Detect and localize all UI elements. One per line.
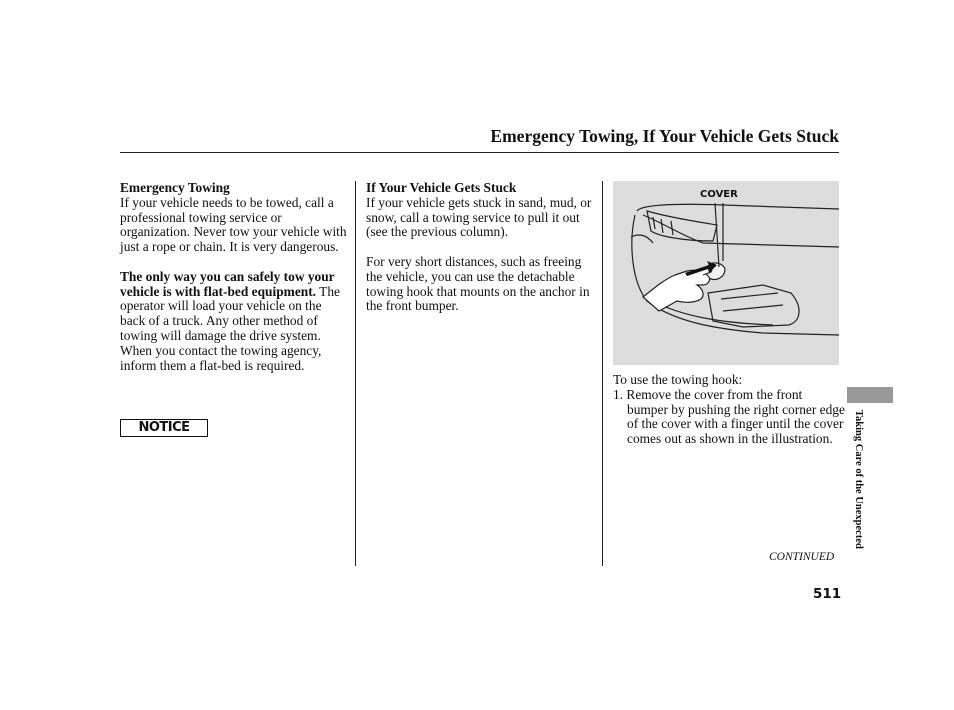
section-emergency-towing — [120, 181, 348, 255]
title-divider — [120, 152, 839, 153]
flat-bed-details: The operator will load your vehicle on the back of a truck. Any other method of towing will damage the drive system. When you contact the towing agency, inform them a flat-bed is required. — [120, 283, 340, 373]
column-towing-hook-steps — [613, 373, 845, 447]
towing-hook-intro: To use the towing hook: — [613, 372, 743, 387]
heading-vehicle-stuck: If Your Vehicle Gets Stuck — [366, 180, 517, 195]
bumper-cover-illustration — [613, 181, 839, 365]
paragraph-stuck-advice: If your vehicle gets stuck in sand, mud, or snow, call a towing service to pull it out (see the previous column). — [366, 194, 592, 240]
page-title: Emergency Towing, If Your Vehicle Gets Stuck — [490, 126, 839, 146]
page-number: 511 — [813, 586, 842, 602]
column-vehicle-stuck — [366, 181, 594, 329]
column-divider-1 — [355, 181, 356, 566]
notice-label: NOTICE — [120, 419, 208, 437]
column-emergency-towing — [120, 181, 348, 388]
section-tab-marker — [847, 387, 893, 403]
paragraph-flat-bed — [120, 270, 348, 374]
paragraph-tow-advice: If your vehicle needs to be towed, call a professional towing service or organization. Never tow your vehicle with just a rope or chain. It is very dangerous. — [120, 194, 347, 255]
flat-bed-warning: The only way you can safely tow your vehicle is with flat-bed equipment. — [120, 268, 335, 299]
section-tab-label: Taking Care of the Unexpected — [853, 410, 864, 549]
heading-emergency-towing: Emergency Towing — [120, 180, 230, 195]
section-vehicle-stuck — [366, 181, 594, 240]
step-1: 1. Remove the cover from the front bumper by pushing the right corner edge of the cover with a finger until the cover comes out as shown in the illustration. — [613, 386, 845, 447]
column-divider-2 — [602, 181, 603, 566]
bumper-hand-drawing — [613, 181, 839, 365]
paragraph-towing-hook: For very short distances, such as freeing the vehicle, you can use the detachable towing hook that mounts on the anchor in the front bumper. — [366, 253, 590, 314]
cover-callout-label: COVER — [700, 189, 738, 200]
continued-label: CONTINUED — [769, 551, 835, 563]
